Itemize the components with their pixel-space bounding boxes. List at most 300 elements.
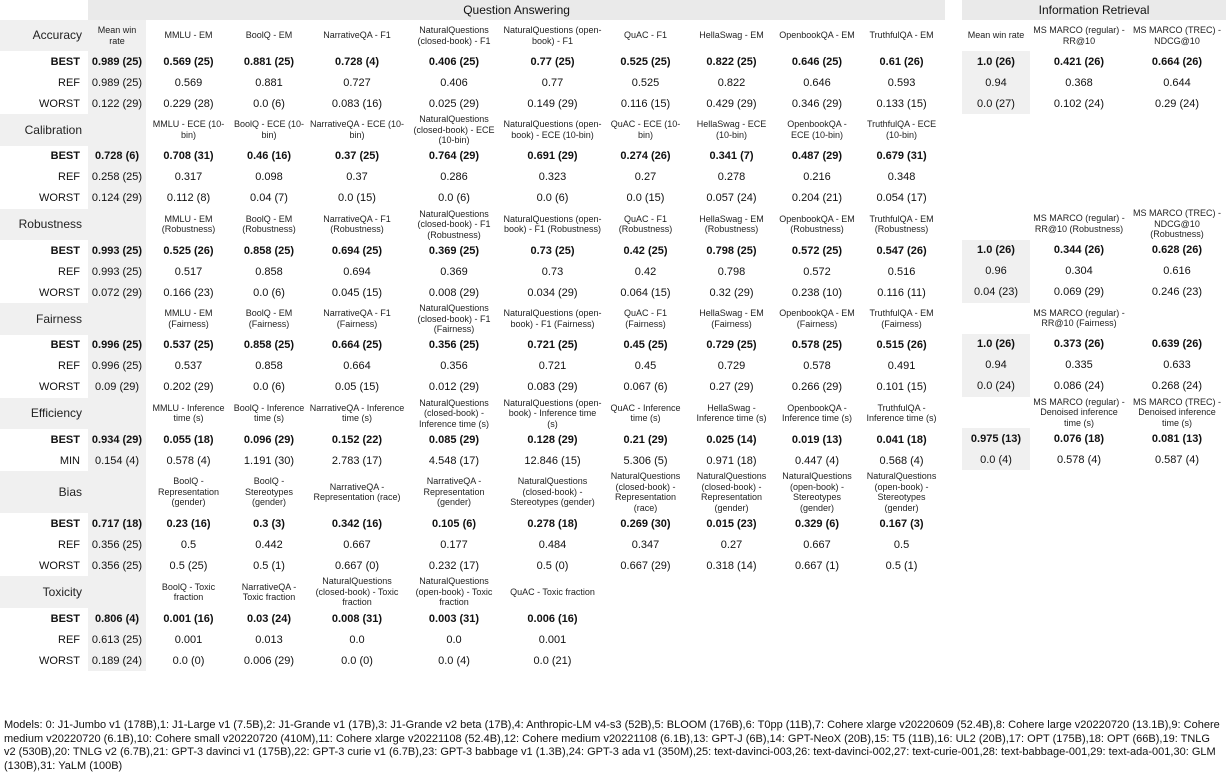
mean-win-rate-header — [88, 303, 146, 335]
value-cell: 0.971 (18) — [706, 454, 757, 467]
metric-header: NaturalQuestions (open-book) - Toxic fraction — [415, 576, 493, 608]
value-cell: 0.569 — [174, 76, 203, 89]
value-cell: 0.667 (29) — [620, 559, 671, 572]
value-cell: 0.881 (25) — [243, 55, 295, 68]
value-cell: 0.167 (3) — [879, 517, 924, 530]
value-cell: 0.045 (15) — [331, 286, 383, 299]
ir-mean-win-rate-cell: 0.0 (27) — [962, 93, 1030, 114]
value-cell: 0.0 — [349, 633, 365, 646]
value-cell: 0.329 (6) — [794, 517, 840, 530]
value-cell: 0.516 — [887, 265, 916, 278]
value-cell: 0.341 (7) — [709, 150, 754, 162]
metric-header — [776, 576, 858, 608]
ir-mean-win-rate-cell: 0.975 (13) — [962, 428, 1030, 449]
ir-value-cell: 0.246 (23) — [1151, 286, 1203, 298]
value-cell: 0.278 — [717, 171, 746, 183]
value-cell — [776, 650, 858, 671]
metric-header: MMLU - EM (Robustness) — [161, 213, 216, 235]
row-label: WORST — [39, 192, 80, 204]
data-row — [0, 629, 945, 650]
ir-mean-win-rate-cell — [962, 506, 1030, 527]
value-cell: 0.691 (29) — [527, 150, 578, 162]
ir-value-cell: 0.578 (4) — [1056, 453, 1102, 466]
value-cell: 0.73 (25) — [530, 244, 575, 257]
data-row — [0, 534, 945, 555]
value-cell: 0.46 (16) — [246, 150, 292, 162]
value-cell: 0.667 (1) — [794, 559, 840, 572]
metric-header: OpenbookQA - EM (Fairness) — [779, 308, 855, 329]
value-cell: 0.012 (29) — [428, 381, 480, 393]
value-cell: 0.484 — [538, 538, 567, 551]
value-cell: 0.232 (17) — [428, 559, 480, 572]
metric-header: QuAC - F1 (Fairness) — [623, 308, 667, 329]
value-cell: 0.798 — [717, 265, 746, 278]
value-cell: 0.664 (25) — [331, 339, 383, 351]
section-name: Bias — [0, 471, 88, 513]
ir-mean-win-rate-cell: 0.96 — [962, 261, 1030, 282]
mean-win-rate-header — [88, 576, 146, 608]
data-row — [0, 335, 945, 356]
value-cell — [604, 629, 687, 650]
value-cell: 0.0 (6) — [438, 192, 470, 204]
ir-value-cell: 0.616 — [1163, 265, 1191, 277]
data-row — [0, 72, 945, 93]
row-label: BEST — [50, 517, 80, 530]
ir-value-cell — [1128, 622, 1226, 643]
metric-header: HellaSwag - EM — [699, 30, 764, 41]
mean-win-rate-cell: 0.996 (25) — [88, 356, 146, 377]
section-header-row — [0, 398, 945, 430]
ir-metric-header: MS MARCO (regular) - RR@10 — [1033, 25, 1125, 46]
value-cell: 0.406 — [440, 76, 468, 89]
metric-header: MMLU - EM (Fairness) — [164, 308, 213, 329]
ir-value-cell: 0.081 (13) — [1151, 432, 1203, 445]
value-cell: 0.77 (25) — [530, 55, 575, 68]
value-cell: 0.5 (1) — [253, 559, 285, 572]
row-label: BEST — [50, 150, 80, 162]
ir-value-cell: 0.587 (4) — [1154, 453, 1200, 466]
value-cell: 0.487 (29) — [791, 150, 843, 162]
ir-metric-header: MS MARCO (TREC) - NDCG@10 — [1133, 25, 1221, 46]
section-header-row — [0, 471, 945, 513]
data-row — [0, 555, 945, 576]
ir-mean-win-rate-cell: 0.0 (24) — [962, 376, 1030, 397]
value-cell: 0.116 (11) — [877, 286, 926, 299]
value-cell — [687, 629, 776, 650]
value-cell: 0.0 (6) — [253, 97, 285, 110]
row-label: REF — [58, 538, 80, 551]
value-cell: 0.77 — [541, 76, 564, 89]
ir-mean-win-rate-cell — [962, 145, 1030, 166]
value-cell: 0.204 (21) — [791, 192, 843, 204]
value-cell: 0.572 (25) — [791, 244, 843, 257]
mean-win-rate-cell: 0.989 (25) — [88, 72, 146, 93]
value-cell: 0.356 (25) — [428, 339, 480, 351]
ir-data-row — [962, 166, 1226, 187]
mean-win-rate-cell: 0.258 (25) — [88, 167, 146, 188]
value-cell: 0.525 (25) — [620, 55, 671, 68]
row-label: REF — [58, 633, 80, 646]
row-label: WORST — [39, 381, 80, 393]
value-cell: 0.42 (25) — [623, 244, 668, 257]
value-cell: 0.101 (15) — [876, 381, 927, 393]
value-cell: 0.057 (24) — [706, 192, 757, 204]
ir-data-row — [962, 548, 1226, 569]
metric-header: NarrativeQA - Representation (gender) — [423, 476, 485, 508]
ir-mean-win-rate-cell: 1.0 (26) — [962, 334, 1030, 355]
value-cell: 0.728 (4) — [334, 55, 380, 68]
metric-header: BoolQ - ECE (10-bin) — [233, 119, 305, 140]
mean-win-rate-cell: 0.728 (6) — [88, 146, 146, 167]
data-row — [0, 188, 945, 209]
metric-header: NaturalQuestions (open-book) - Stereotypes (gender) — [782, 471, 852, 513]
ir-data-row — [962, 145, 1226, 166]
mean-win-rate-cell: 0.613 (25) — [88, 629, 146, 650]
ir-metric-header — [1030, 114, 1128, 145]
metric-header: TruthfulQA - EM (Robustness) — [869, 213, 934, 235]
value-cell: 0.708 (31) — [163, 150, 214, 162]
value-cell: 0.727 — [343, 76, 371, 89]
ir-mean-win-rate-cell: 0.94 — [962, 355, 1030, 376]
ir-data-row — [962, 355, 1226, 376]
value-cell: 0.0 — [446, 633, 462, 646]
data-row — [0, 450, 945, 471]
value-cell: 0.5 — [180, 538, 197, 551]
value-cell: 0.664 — [343, 360, 371, 372]
metric-header: NaturalQuestions (closed-book) - F1 (Robustness) — [417, 208, 491, 240]
value-cell: 0.0 (15) — [338, 192, 376, 204]
value-cell: 0.133 (15) — [876, 97, 927, 110]
value-cell: 0.517 — [174, 265, 203, 278]
value-cell: 0.447 (4) — [794, 454, 840, 467]
data-row — [0, 93, 945, 114]
value-cell: 0.667 (0) — [334, 559, 380, 572]
mean-win-rate-header — [88, 209, 146, 241]
metric-header: NaturalQuestions (closed-book) - Toxic fraction — [315, 576, 399, 608]
value-cell — [776, 608, 858, 629]
value-cell: 0.034 (29) — [527, 286, 578, 299]
ir-value-cell — [1030, 622, 1128, 643]
row-label: WORST — [39, 654, 80, 667]
ir-value-cell: 0.639 (26) — [1151, 338, 1203, 350]
metric-header: HellaSwag - ECE (10-bin) — [696, 119, 767, 140]
mean-win-rate-cell: 0.09 (29) — [88, 377, 146, 398]
value-cell: 0.61 (26) — [879, 55, 924, 68]
row-label: REF — [58, 360, 80, 372]
value-cell: 0.5 (1) — [885, 559, 918, 572]
section-header-row — [0, 114, 945, 146]
mean-win-rate-cell: 0.993 (25) — [88, 261, 146, 282]
section-name: Fairness — [0, 303, 88, 335]
metric-header: BoolQ - Representation (gender) — [157, 476, 220, 508]
metric-header: HellaSwag - EM (Fairness) — [699, 308, 764, 329]
value-cell: 0.369 (25) — [428, 244, 480, 257]
value-cell — [858, 629, 945, 650]
metric-header: NarrativeQA - F1 — [323, 30, 391, 41]
value-cell: 0.085 (29) — [428, 433, 480, 446]
value-cell: 0.45 — [634, 360, 657, 372]
information-retrieval-table — [962, 0, 1226, 664]
metric-header: BoolQ - EM (Robustness) — [242, 213, 296, 235]
row-label: BEST — [50, 244, 80, 257]
ir-value-cell: 0.633 — [1163, 359, 1191, 371]
value-cell: 0.055 (18) — [163, 433, 214, 446]
data-row — [0, 51, 945, 72]
value-cell: 0.442 — [255, 538, 283, 551]
value-cell: 0.001 — [174, 633, 203, 646]
ir-mean-win-rate-header — [962, 208, 1030, 240]
value-cell: 0.013 — [255, 633, 283, 646]
value-cell: 0.822 (25) — [706, 55, 757, 68]
value-cell — [687, 608, 776, 629]
ir-section-header-row — [962, 20, 1226, 51]
ir-metric-header — [1128, 569, 1226, 601]
row-label: WORST — [39, 286, 80, 299]
row-label: REF — [58, 265, 80, 278]
row-label: WORST — [39, 97, 80, 110]
value-cell: 0.73 — [541, 265, 564, 278]
ir-mean-win-rate-cell — [962, 601, 1030, 622]
metric-header — [858, 576, 945, 608]
ir-data-row — [962, 334, 1226, 355]
value-cell: 0.318 (14) — [706, 559, 757, 572]
value-cell: 0.858 (25) — [243, 339, 295, 351]
mean-win-rate-cell: 0.122 (29) — [88, 93, 146, 114]
ir-value-cell — [1030, 601, 1128, 622]
ir-data-row — [962, 449, 1226, 470]
ir-mean-win-rate-cell: 0.0 (4) — [962, 449, 1030, 470]
value-cell: 0.0 (6) — [536, 192, 569, 204]
value-cell: 0.05 (15) — [334, 381, 380, 393]
value-cell: 0.348 — [887, 171, 916, 183]
ir-value-cell — [1030, 527, 1128, 548]
metric-header: BoolQ - Stereotypes (gender) — [244, 476, 294, 508]
value-cell: 0.569 (25) — [163, 55, 214, 68]
metric-header — [604, 576, 687, 608]
ir-data-row — [962, 187, 1226, 208]
section-name: Robustness — [0, 209, 88, 241]
value-cell: 0.721 — [538, 360, 567, 372]
value-cell: 0.37 — [346, 171, 368, 183]
mean-win-rate-header — [88, 114, 146, 146]
row-label: BEST — [50, 55, 80, 68]
ir-data-row — [962, 428, 1226, 449]
ir-value-cell — [1128, 601, 1226, 622]
ir-mean-win-rate-cell — [962, 527, 1030, 548]
ir-value-cell — [1030, 166, 1128, 187]
ir-value-cell: 0.335 — [1065, 359, 1093, 371]
ir-mean-win-rate-cell — [962, 643, 1030, 664]
data-row — [0, 377, 945, 398]
row-label: BEST — [50, 339, 80, 351]
value-cell — [858, 650, 945, 671]
value-cell: 0.537 — [174, 360, 203, 372]
value-cell: 0.202 (29) — [163, 381, 214, 393]
ir-value-cell: 0.644 — [1163, 76, 1191, 89]
value-cell: 0.025 (29) — [428, 97, 480, 110]
ir-data-row — [962, 622, 1226, 643]
metric-header: NaturalQuestions (open-book) - F1 — [503, 25, 602, 46]
value-cell: 0.149 (29) — [527, 97, 578, 110]
value-cell: 0.369 — [440, 265, 468, 278]
ir-mean-win-rate-header: Mean win rate — [967, 30, 1025, 41]
metric-header: TruthfulQA - Inference time (s) — [866, 402, 937, 424]
metric-header: NaturalQuestions (closed-book) - F1 — [417, 25, 491, 46]
ir-mean-win-rate-cell: 1.0 (26) — [962, 240, 1030, 261]
metric-header: BoolQ - EM — [245, 30, 293, 41]
row-label: WORST — [39, 559, 80, 572]
ir-value-cell — [1128, 527, 1226, 548]
metric-header: NaturalQuestions (closed-book) - ECE (10-bin) — [413, 114, 495, 145]
metric-header: NarrativeQA - F1 (Robustness) — [323, 213, 391, 235]
data-row — [0, 650, 945, 671]
metric-header: NarrativeQA - Inference time (s) — [309, 402, 405, 424]
value-cell: 0.572 — [803, 265, 831, 278]
ir-metric-header: MS MARCO (TREC) - Denoised inference time (s) — [1133, 396, 1221, 428]
ir-data-row — [962, 51, 1226, 72]
section-header-row — [0, 576, 945, 608]
value-cell: 0.858 — [255, 265, 283, 278]
ir-value-cell — [1030, 145, 1128, 166]
metric-header: NarrativeQA - F1 (Fairness) — [323, 308, 391, 329]
value-cell: 0.45 (25) — [623, 339, 668, 351]
value-cell: 0.269 (30) — [620, 517, 671, 530]
ir-mean-win-rate-cell: 0.04 (23) — [962, 282, 1030, 303]
metric-header: NaturalQuestions (open-book) - Stereotypes (gender) — [866, 471, 937, 513]
value-cell: 0.041 (18) — [876, 433, 927, 446]
ir-value-cell: 0.076 (18) — [1053, 432, 1105, 445]
metric-header: OpenbookQA - EM (Robustness) — [779, 213, 855, 235]
metric-header: MMLU - Inference time (s) — [152, 402, 225, 424]
metric-header: MMLU - EM — [164, 30, 213, 41]
metric-header: MMLU - ECE (10-bin) — [152, 119, 225, 140]
value-cell: 0.317 — [174, 171, 203, 183]
ir-metric-header — [1030, 470, 1128, 506]
value-cell: 0.525 — [631, 76, 660, 89]
value-cell: 0.323 — [538, 171, 567, 183]
value-cell: 0.42 — [634, 265, 657, 278]
ir-value-cell: 0.373 (26) — [1053, 338, 1105, 350]
metric-header: BoolQ - Toxic fraction — [161, 581, 216, 602]
ir-data-row — [962, 527, 1226, 548]
value-cell: 0.822 — [717, 76, 746, 89]
data-row — [0, 167, 945, 188]
value-cell: 0.064 (15) — [620, 286, 671, 299]
value-cell — [604, 650, 687, 671]
value-cell: 0.008 (29) — [428, 286, 480, 299]
row-label: BEST — [50, 612, 80, 625]
ir-metric-header — [1128, 303, 1226, 334]
value-cell: 0.491 — [887, 360, 916, 372]
metric-header: NaturalQuestions (open-book) - ECE (10-bin) — [503, 119, 602, 140]
mean-win-rate-cell: 0.806 (4) — [88, 608, 146, 629]
ir-metric-header — [1128, 470, 1226, 506]
value-cell: 0.646 (25) — [791, 55, 843, 68]
value-cell: 0.694 (25) — [331, 244, 383, 257]
value-cell: 0.27 — [720, 538, 743, 551]
value-cell: 0.764 (29) — [428, 150, 480, 162]
metric-header: QuAC - Inference time (s) — [610, 402, 681, 424]
metric-header: NarrativeQA - Representation (race) — [313, 481, 401, 502]
ir-metric-header — [1128, 114, 1226, 145]
ir-value-cell: 0.628 (26) — [1151, 244, 1203, 256]
value-cell: 0.216 — [803, 171, 831, 183]
ir-mean-win-rate-cell: 1.0 (26) — [962, 51, 1030, 72]
row-label: BEST — [50, 433, 80, 446]
metric-header: HellaSwag - EM (Robustness) — [699, 213, 764, 235]
data-row — [0, 146, 945, 167]
value-cell: 0.356 — [440, 360, 468, 372]
metric-header: BoolQ - Inference time (s) — [233, 402, 305, 424]
ir-value-cell — [1128, 548, 1226, 569]
value-cell: 0.0 (0) — [172, 654, 205, 667]
data-row — [0, 513, 945, 534]
value-cell — [687, 650, 776, 671]
mean-win-rate-cell: 0.993 (25) — [88, 240, 146, 261]
value-cell: 0.568 (4) — [879, 454, 924, 467]
value-cell: 0.729 (25) — [706, 339, 757, 351]
value-cell: 0.429 (29) — [706, 97, 757, 110]
value-cell: 0.667 — [803, 538, 831, 551]
value-cell: 0.054 (17) — [876, 192, 927, 204]
value-cell — [776, 629, 858, 650]
section-name: Toxicity — [0, 576, 88, 608]
models-legend: Models: 0: J1-Jumbo v1 (178B),1: J1-Large v1 (7.5B),2: J1-Grande v1 (17B),3: J1-Grande v2 beta (17B),4: Anthropic-LM v4-s3 (52B),5: BLOOM (176B),6: T0pp (11B),7: Cohere xlarge v20220609 (52.4B),8: Cohere large v20220720 (13.1B),9: Cohere medium v20220720 (6.1B),10: Cohere small v20220720 (410M),11: Cohere xlarge v20221108 (52.4B),12: Cohere medium v20221108 (6.1B),13: GPT-J (6B),14: GPT-NeoX (20B),15: T5 (11B),16: UL2 (20B),17: OPT (175B),18: OPT (66B),19: TNLG v2 (530B),20: TNLG v2 (6.7B),21: GPT-3 davinci v1 (175B),22: GPT-3 curie v1 (6.7B),23: GPT-3 babbage v1 (1.3B),24: GPT-3 ada v1 (350M),25: text-davinci-003,26: text-davinci-002,27: text-curie-001,28: text-babbage-001,29: text-ada-001,30: GLM (130B),31: YaLM (100B) — [4, 719, 1220, 772]
value-cell: 0.347 — [631, 538, 660, 551]
metric-header: NaturalQuestions (open-book) - Inference time (s) — [503, 397, 602, 429]
value-cell: 4.548 (17) — [428, 454, 480, 467]
mean-win-rate-header: Mean win rate — [88, 20, 146, 51]
ir-value-cell — [1030, 506, 1128, 527]
value-cell: 0.083 (16) — [331, 97, 383, 110]
value-cell: 0.578 (4) — [166, 454, 211, 467]
mean-win-rate-header — [88, 398, 146, 430]
section-header-row — [0, 209, 945, 241]
data-row — [0, 240, 945, 261]
ir-data-row — [962, 376, 1226, 397]
ir-mean-win-rate-cell — [962, 187, 1030, 208]
value-cell: 0.5 (0) — [536, 559, 569, 572]
metric-header: OpenbookQA - ECE (10-bin) — [787, 119, 847, 140]
value-cell: 0.025 (14) — [706, 433, 757, 446]
value-cell: 0.105 (6) — [431, 517, 477, 530]
value-cell: 0.096 (29) — [243, 433, 295, 446]
mean-win-rate-cell: 0.717 (18) — [88, 513, 146, 534]
value-cell: 0.0 (15) — [626, 192, 665, 204]
metric-header: TruthfulQA - ECE (10-bin) — [866, 119, 937, 140]
ir-mean-win-rate-cell: 0.94 — [962, 72, 1030, 93]
ir-metric-header: MS MARCO (TREC) - NDCG@10 (Robustness) — [1133, 208, 1221, 239]
ir-value-cell: 0.421 (26) — [1053, 55, 1105, 68]
value-cell: 0.37 (25) — [334, 150, 380, 162]
section-name: Accuracy — [0, 20, 88, 51]
value-cell: 0.006 (16) — [527, 612, 578, 625]
data-row — [0, 429, 945, 450]
data-row — [0, 282, 945, 303]
ir-value-cell — [1128, 643, 1226, 664]
value-cell: 0.152 (22) — [331, 433, 383, 446]
value-cell: 0.881 — [255, 76, 283, 89]
mean-win-rate-cell: 0.934 (29) — [88, 429, 146, 450]
value-cell: 0.083 (29) — [527, 381, 578, 393]
ir-value-cell: 0.29 (24) — [1154, 97, 1200, 110]
value-cell: 0.578 — [803, 360, 831, 372]
ir-data-row — [962, 282, 1226, 303]
metric-header: BoolQ - EM (Fairness) — [245, 308, 293, 329]
ir-section-header-row — [962, 114, 1226, 145]
ir-value-cell — [1030, 548, 1128, 569]
data-row — [0, 608, 945, 629]
